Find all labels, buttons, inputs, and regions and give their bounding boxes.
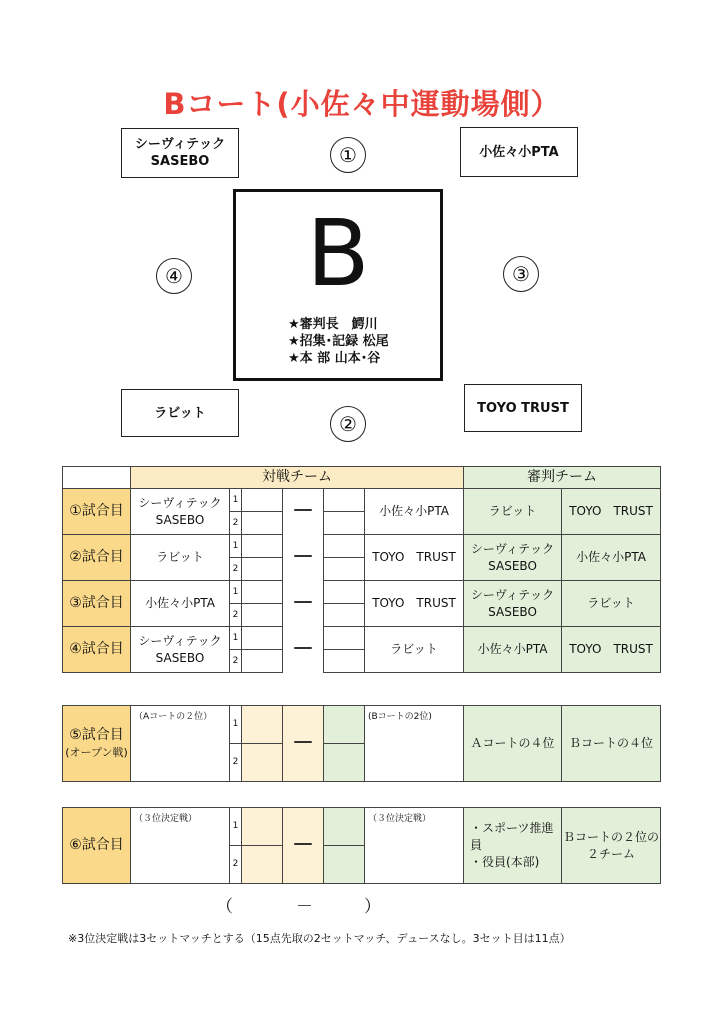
team-a-cell	[131, 489, 230, 535]
score-cell	[324, 489, 365, 512]
set-number: 2	[230, 558, 242, 581]
paren-open: （	[216, 897, 233, 917]
team-b-note: （３位決定戦）	[365, 808, 464, 884]
referee-cell	[562, 581, 661, 627]
court-letter: B	[306, 200, 370, 307]
staff-list	[288, 316, 389, 367]
team-b-cell	[365, 535, 464, 581]
position-3-marker: ③	[503, 256, 539, 292]
team-name-line: SASEBO	[150, 154, 210, 169]
team-box-top-right	[460, 127, 578, 177]
referee-cell	[464, 535, 562, 581]
score-dash: －	[283, 706, 324, 782]
referee-cell: Ｂコートの４位	[562, 706, 661, 782]
team-box-bottom-right	[464, 384, 582, 432]
referee-cell	[464, 581, 562, 627]
team-name-line: シーヴィテック	[470, 587, 555, 602]
score-cell	[324, 706, 365, 744]
match6-table	[62, 807, 661, 884]
score-dash: －	[283, 489, 324, 535]
team-name-line: TOYO TRUST	[569, 642, 653, 656]
score-cell	[242, 808, 283, 846]
score-cell	[242, 627, 283, 650]
score-cell	[242, 706, 283, 744]
team-box-bottom-left	[121, 389, 239, 437]
set-number: 2	[230, 846, 242, 884]
team-b-cell	[365, 581, 464, 627]
team-name: 小佐々小PTA	[479, 144, 559, 160]
referee-cell	[562, 535, 661, 581]
score-cell	[324, 581, 365, 604]
score-cell	[324, 512, 365, 535]
staff-line: ★本 部 山本･谷	[288, 351, 381, 366]
team-a-note: （Aコートの２位）	[131, 706, 230, 782]
score-cell	[242, 581, 283, 604]
team-name-line: 小佐々小PTA	[477, 642, 548, 656]
schedule-table	[62, 466, 661, 673]
team-name-line: ラビット	[488, 504, 537, 518]
match-label-sub: (オープン戦)	[65, 745, 128, 759]
score-dash: －	[283, 808, 324, 884]
score-cell	[242, 512, 283, 535]
score-cell	[242, 604, 283, 627]
team-name-line: ラビット	[587, 596, 635, 610]
match-label: ④試合目	[63, 627, 131, 673]
referee-line: ・スポーツ推進員	[470, 821, 554, 852]
match5-table	[62, 705, 661, 782]
score-cell	[324, 650, 365, 673]
team-name-line: 小佐々小PTA	[379, 504, 449, 518]
paren-close: ）	[364, 897, 381, 917]
score-cell	[324, 535, 365, 558]
position-1-marker: ①	[330, 137, 366, 173]
team-b-cell	[365, 489, 464, 535]
team-name-line: SASEBO	[488, 558, 537, 573]
header-match-teams: 対戦チーム	[131, 467, 464, 489]
footnote: ※3位決定戦は3セットマッチとする（15点先取の2セットマッチ、デュースなし。3セット目は11点）	[68, 932, 571, 945]
team-name-line: SASEBO	[155, 650, 205, 665]
team-name-line: シーヴィテック	[138, 495, 222, 510]
staff-line: ★審判長 鰐川	[288, 317, 378, 332]
referee-cell	[562, 808, 661, 884]
score-cell	[324, 558, 365, 581]
match-label: ①試合目	[63, 489, 131, 535]
team-name-line: シーヴィテック	[470, 541, 555, 556]
referee-line: ２チーム	[586, 846, 635, 861]
referee-cell	[562, 627, 661, 673]
page-title: Bコート(小佐々中運動場側）	[163, 87, 561, 121]
header-referee-teams: 審判チーム	[464, 467, 661, 489]
set-number: 1	[230, 581, 242, 604]
team-name-line: 小佐々小PTA	[576, 550, 646, 564]
referee-cell	[464, 489, 562, 535]
paren-dash: －	[296, 897, 313, 917]
position-2-marker: ②	[330, 406, 366, 442]
score-cell	[242, 846, 283, 884]
referee-cell	[464, 627, 562, 673]
court-diagram	[233, 189, 443, 381]
team-name-line: TOYO TRUST	[372, 550, 456, 564]
set-number: 2	[230, 650, 242, 673]
score-cell	[324, 846, 365, 884]
team-a-cell	[131, 535, 230, 581]
team-b-note: (Bコートの2位)	[365, 706, 464, 782]
set-number: 1	[230, 489, 242, 512]
header-blank	[63, 467, 131, 489]
team-name-line: シーヴィテック	[138, 633, 222, 648]
referee-line: ・役員(本部)	[470, 855, 540, 869]
team-name: ラビット	[154, 405, 206, 421]
team-name-line: TOYO TRUST	[569, 504, 653, 518]
score-cell	[324, 744, 365, 782]
set-number: 1	[230, 808, 242, 846]
score-cell	[324, 627, 365, 650]
score-cell	[242, 650, 283, 673]
team-name-line: シーヴィテック	[134, 137, 226, 152]
match-label: ③試合目	[63, 581, 131, 627]
team-name-line: SASEBO	[488, 604, 537, 619]
score-cell	[324, 604, 365, 627]
score-dash: －	[283, 627, 324, 673]
score-cell	[324, 808, 365, 846]
score-cell	[242, 489, 283, 512]
team-a-cell	[131, 581, 230, 627]
score-dash: －	[283, 535, 324, 581]
team-name-line: ラビット	[156, 550, 204, 564]
team-a-note: （３位決定戦）	[131, 808, 230, 884]
set-number: 1	[230, 535, 242, 558]
referee-cell	[562, 489, 661, 535]
team-b-cell	[365, 627, 464, 673]
match-label: ⑥試合目	[63, 808, 131, 884]
match-label-main: ⑤試合目	[69, 726, 124, 743]
referee-line: Ｂコートの２位の	[562, 829, 659, 844]
score-cell	[242, 744, 283, 782]
referee-cell	[464, 808, 562, 884]
team-a-cell	[131, 627, 230, 673]
set-number: 2	[230, 604, 242, 627]
set-number: 2	[230, 512, 242, 535]
team-name-line: TOYO TRUST	[372, 596, 456, 610]
team-box-top-left	[121, 128, 239, 178]
team-name: TOYO TRUST	[477, 400, 569, 416]
set-number: 2	[230, 744, 242, 782]
referee-cell: Ａコートの４位	[464, 706, 562, 782]
set-number: 1	[230, 706, 242, 744]
match-label: ②試合目	[63, 535, 131, 581]
match-label	[63, 706, 131, 782]
position-4-marker: ④	[156, 258, 192, 294]
score-cell	[242, 535, 283, 558]
set-number: 1	[230, 627, 242, 650]
staff-line: ★招集･記録 松尾	[288, 334, 389, 349]
team-name-line: SASEBO	[155, 512, 205, 527]
team-name-line: 小佐々小PTA	[145, 596, 215, 610]
score-dash: －	[283, 581, 324, 627]
score-cell	[242, 558, 283, 581]
team-name-line: ラビット	[390, 642, 438, 656]
